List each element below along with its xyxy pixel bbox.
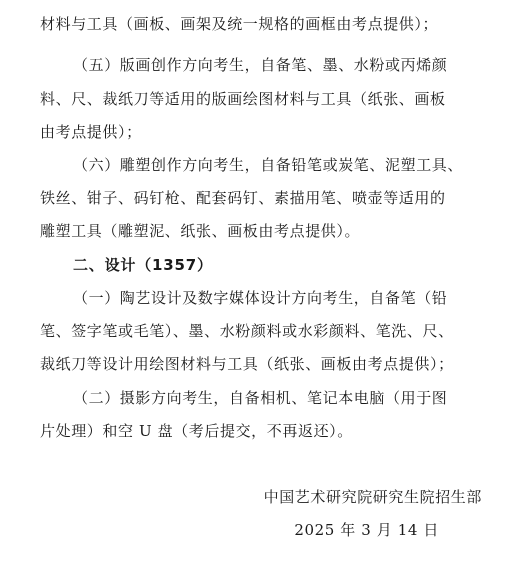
design-item-1-line-1: （一）陶艺设计及数字媒体设计方向考生，自备笔（铅 xyxy=(73,289,448,307)
item-6-line-1: （六）雕塑创作方向考生，自备铅笔或炭笔、泥塑工具、 xyxy=(73,156,464,174)
signature-org: 中国艺术研究院研究生院招生部 xyxy=(263,488,482,506)
paragraph-line: 材料与工具（画板、画架及统一规格的画框由考点提供）； xyxy=(40,15,439,33)
item-5-line-2: 料、尺、裁纸刀等适用的版画绘图材料与工具（纸张、画板 xyxy=(40,90,446,108)
section-heading-design: 二、设计（1357） xyxy=(73,256,213,274)
design-item-1-line-3: 裁纸刀等设计用绘图材料与工具（纸张、画板由考点提供）； xyxy=(40,355,454,373)
design-item-2-line-2: 片处理）和空 U 盘（考后提交，不再返还）。 xyxy=(40,422,353,440)
item-6-line-2: 铁丝、钳子、码钉枪、配套码钉、素描用笔、喷壶等适用的 xyxy=(40,189,446,207)
item-5-line-1: （五）版画创作方向考生，自备笔、墨、水粉或丙烯颜 xyxy=(73,56,448,74)
design-item-2-line-1: （二）摄影方向考生，自备相机、笔记本电脑（用于图 xyxy=(73,389,448,407)
signature-date: 2025 年 3 月 14 日 xyxy=(294,521,439,539)
design-item-1-line-2: 笔、签字笔或毛笔）、墨、水粉颜料或水彩颜料、笔洗、尺、 xyxy=(40,322,454,340)
item-6-line-3: 雕塑工具（雕塑泥、纸张、画板由考点提供）。 xyxy=(40,222,361,240)
item-5-line-3: 由考点提供）； xyxy=(40,123,142,141)
